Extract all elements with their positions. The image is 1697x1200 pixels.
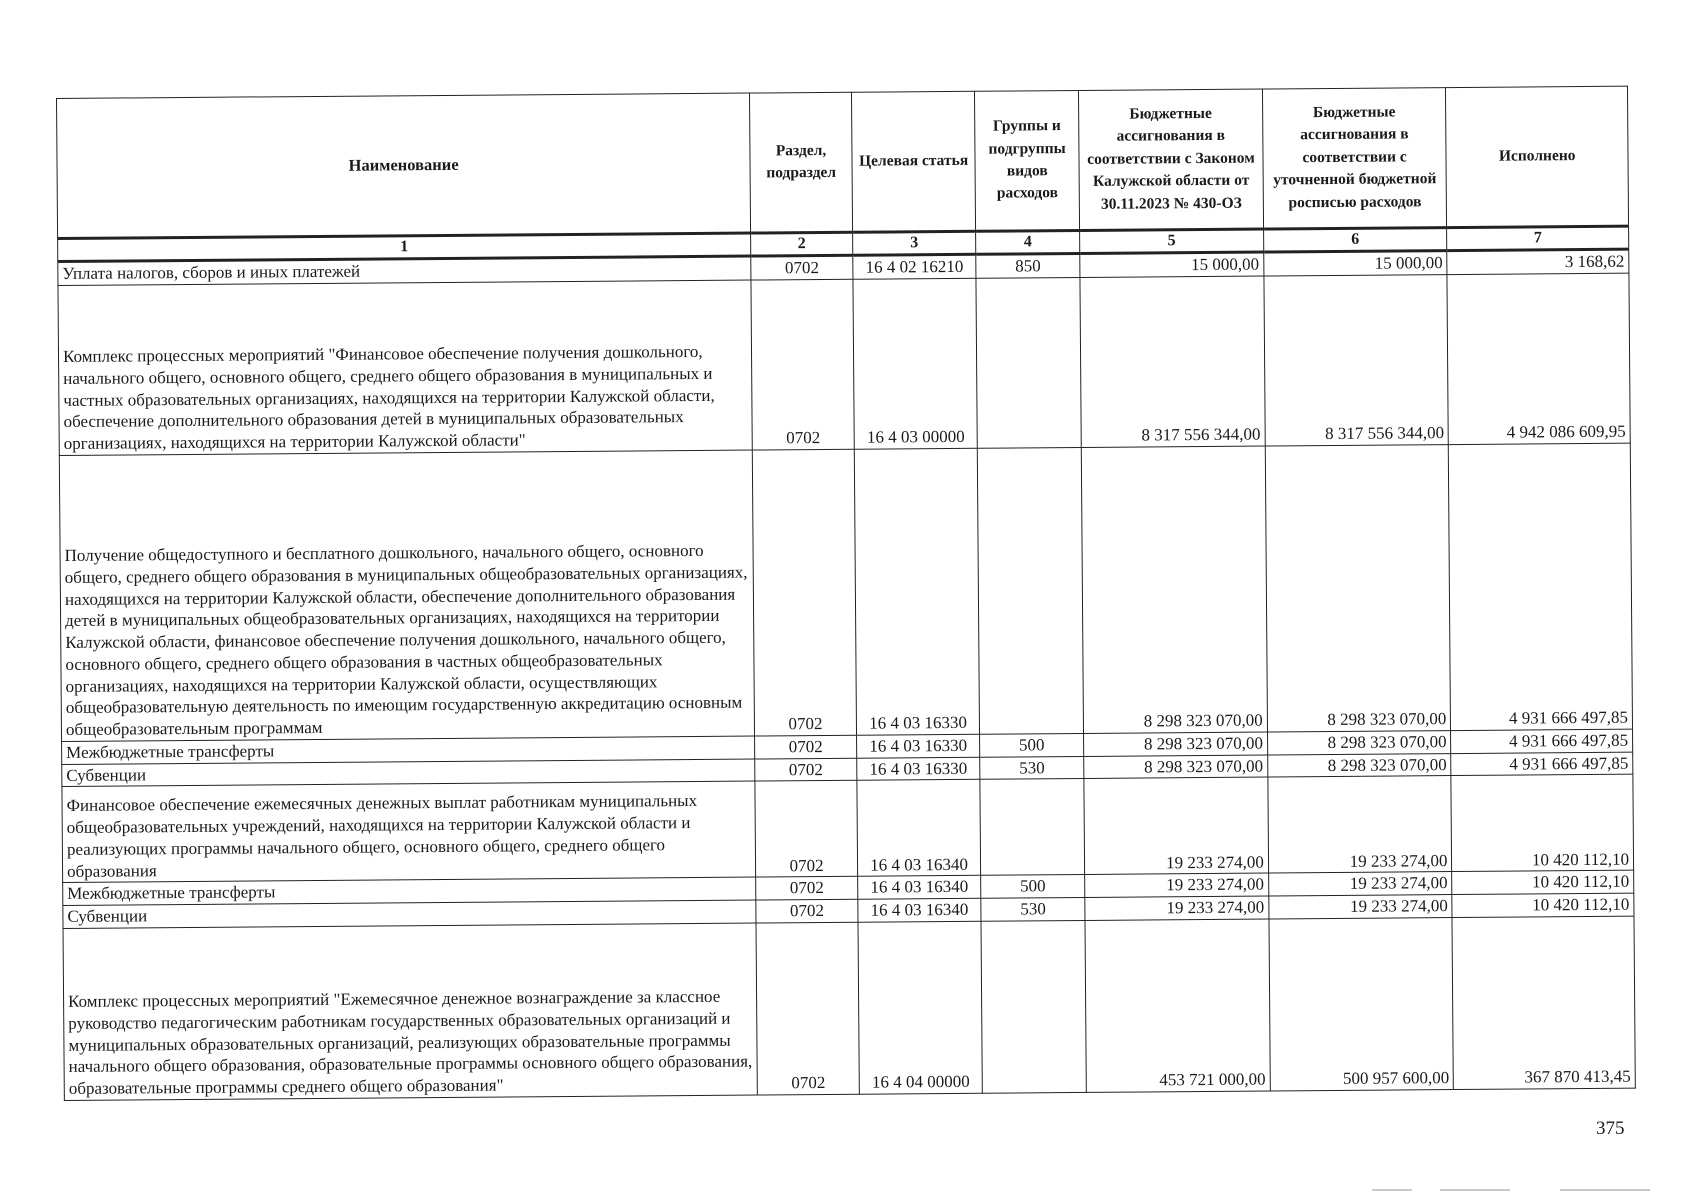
row-section: 0702 xyxy=(755,758,857,782)
row-section: 0702 xyxy=(751,279,854,450)
column-number: 4 xyxy=(976,230,1080,254)
row-refined-amount: 19 233 274,00 xyxy=(1268,872,1452,896)
scan-artifact xyxy=(1440,1189,1510,1191)
table-row xyxy=(58,273,1630,455)
row-group: 530 xyxy=(981,897,1085,921)
row-target: 16 4 03 16340 xyxy=(857,780,981,877)
row-name: Субвенции xyxy=(63,900,756,928)
row-name: Финансовое обеспечение ежемесячных денежных выплат работникам муниципальных общеобразовательных учреждений, находящихся на территории Калужской области и реализующих программы начального общего, основного общего, среднего общего образования xyxy=(62,781,756,882)
header-expense-groups: Группы и подгруппы видов расходов xyxy=(975,90,1080,231)
row-target: 16 4 03 16330 xyxy=(857,734,980,758)
row-law-amount: 8 298 323 070,00 xyxy=(1084,755,1268,779)
row-law-amount: 15 000,00 xyxy=(1080,252,1264,277)
row-section: 0702 xyxy=(755,780,858,877)
row-executed-amount: 10 420 112,10 xyxy=(1451,774,1633,871)
row-refined-amount: 19 233 274,00 xyxy=(1268,776,1452,873)
column-number: 7 xyxy=(1447,226,1629,250)
row-target: 16 4 03 16340 xyxy=(858,876,981,900)
row-section: 0702 xyxy=(756,922,859,1095)
scan-artifact xyxy=(1560,1189,1650,1191)
row-executed-amount: 4 942 086 609,95 xyxy=(1447,273,1630,444)
row-target: 16 4 03 16330 xyxy=(854,448,979,735)
row-target: 16 4 03 16330 xyxy=(857,757,980,781)
header-law-allocations: Бюджетные ассигнования в соответствии с Законом Калужской области от 30.11.2023 № 430-ОЗ xyxy=(1079,89,1264,230)
column-number: 2 xyxy=(751,232,853,256)
table-row xyxy=(59,443,1632,741)
row-group xyxy=(977,447,1083,734)
row-executed-amount: 4 931 666 497,85 xyxy=(1451,729,1633,753)
column-number: 1 xyxy=(58,233,751,261)
row-executed-amount: 4 931 666 497,85 xyxy=(1451,752,1633,776)
row-section: 0702 xyxy=(756,876,858,900)
row-refined-amount: 19 233 274,00 xyxy=(1269,895,1453,919)
row-refined-amount: 500 957 600,00 xyxy=(1269,917,1454,1090)
column-number: 3 xyxy=(853,231,976,255)
row-executed-amount: 3 168,62 xyxy=(1447,249,1629,274)
table-row xyxy=(63,916,1635,1100)
row-refined-amount: 8 298 323 070,00 xyxy=(1267,753,1451,777)
header-name: Наименование xyxy=(57,93,751,238)
row-section: 0702 xyxy=(752,449,856,736)
row-refined-amount: 8 317 556 344,00 xyxy=(1264,274,1449,445)
row-refined-amount: 8 298 323 070,00 xyxy=(1265,444,1451,731)
row-executed-amount: 10 420 112,10 xyxy=(1452,893,1634,917)
row-group xyxy=(976,277,1081,448)
row-name: Субвенции xyxy=(62,759,755,787)
row-law-amount: 19 233 274,00 xyxy=(1084,777,1268,874)
row-law-amount: 8 298 323 070,00 xyxy=(1084,732,1268,756)
row-group: 500 xyxy=(981,875,1085,899)
row-executed-amount: 4 931 666 497,85 xyxy=(1449,443,1633,730)
header-row xyxy=(57,86,1629,238)
row-name: Комплекс процессных мероприятий "Финансовое обеспечение получения дошкольного, начального общего, основного общего, среднего общего образования в муниципальных и частных образовательных организациях, находящихся на территории Калужской области, обеспечение дополнительного образования детей в муниципальных образовательных организациях, находящихся на территории Калужской области" xyxy=(58,280,752,455)
row-law-amount: 453 721 000,00 xyxy=(1085,919,1270,1092)
column-number: 6 xyxy=(1263,228,1447,252)
row-refined-amount: 15 000,00 xyxy=(1264,251,1448,276)
row-section: 0702 xyxy=(756,899,858,923)
row-target: 16 4 02 16210 xyxy=(853,254,976,279)
row-group xyxy=(980,779,1085,876)
row-target: 16 4 04 00000 xyxy=(858,921,982,1094)
budget-table xyxy=(56,86,1636,1101)
column-number: 5 xyxy=(1080,229,1264,253)
row-name: Получение общедоступного и бесплатного дошкольного, начального общего, основного общего, среднего общего образования в муниципальных общеобразовательных организациях, находящихся на территории Калужской области, обеспечение дополнительного образования детей в муниципальных общеобразовательных организациях, находящихся на территории Калужской области, финансовое обеспечение получения дошкольного, начального общего, основного общего, среднего общего образования в частных общеобразовательных организациях, находящихся на территории Калужской области, осуществляющих общеобразовательную деятельность по имеющим государственную аккредитацию основным общеобразовательным программам xyxy=(59,450,754,741)
row-name: Комплекс процессных мероприятий "Ежемесячное денежное вознаграждение за классное руководство педагогическим работникам государственных образовательных организаций и муниципальных образовательных организаций, реализующих образовательные программы начального общего образования, образовательные программы основного общего образования, образовательные программы среднего общего образования" xyxy=(63,923,757,1100)
table-row xyxy=(62,774,1634,882)
header-section: Раздел, подраздел xyxy=(750,92,853,233)
row-section: 0702 xyxy=(755,735,857,759)
row-law-amount: 19 233 274,00 xyxy=(1085,873,1269,897)
row-target: 16 4 03 00000 xyxy=(853,278,977,449)
row-law-amount: 8 298 323 070,00 xyxy=(1081,446,1267,733)
row-name: Межбюджетные трансферты xyxy=(63,877,756,905)
row-executed-amount: 10 420 112,10 xyxy=(1452,870,1634,894)
header-target-article: Целевая статья xyxy=(852,91,976,232)
row-group xyxy=(981,920,1086,1093)
page-number: 375 xyxy=(1596,1118,1625,1139)
row-section: 0702 xyxy=(751,255,853,280)
row-law-amount: 8 317 556 344,00 xyxy=(1080,276,1265,447)
row-target: 16 4 03 16340 xyxy=(858,898,981,922)
header-executed: Исполнено xyxy=(1446,86,1629,227)
row-group: 500 xyxy=(980,733,1084,757)
row-name: Межбюджетные трансферты xyxy=(62,736,755,764)
row-law-amount: 19 233 274,00 xyxy=(1085,896,1269,920)
row-executed-amount: 367 870 413,45 xyxy=(1452,916,1635,1089)
row-group: 530 xyxy=(980,756,1084,780)
row-name: Уплата налогов, сборов и иных платежей xyxy=(58,256,751,285)
header-refined-allocations: Бюджетные ассигнования в соответствии с уточненной бюджетной росписью расходов xyxy=(1262,88,1447,229)
row-refined-amount: 8 298 323 070,00 xyxy=(1267,730,1451,754)
row-group: 850 xyxy=(976,253,1080,278)
budget-table-sheet xyxy=(56,86,1636,1101)
scan-artifact xyxy=(1372,1189,1412,1191)
